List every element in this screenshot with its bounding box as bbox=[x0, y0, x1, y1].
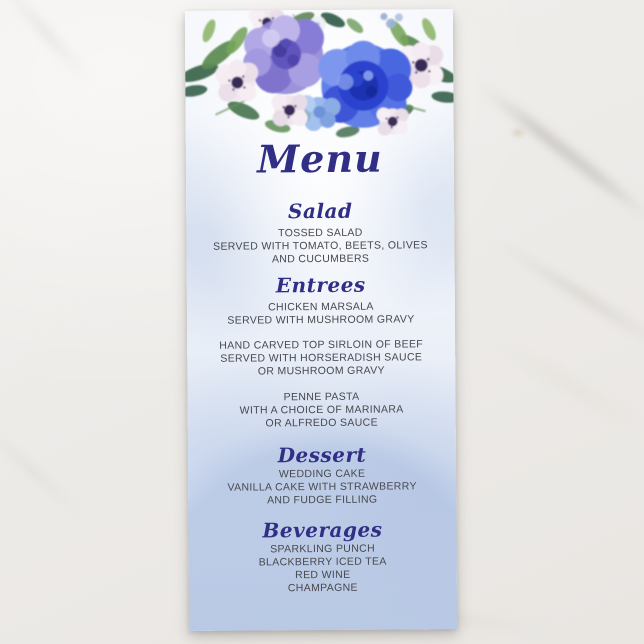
menu-line: WEDDING CAKE bbox=[278, 467, 366, 481]
menu-group-entree-1 bbox=[187, 300, 455, 328]
marble-vein bbox=[488, 335, 644, 439]
marble-vein bbox=[0, 0, 98, 90]
menu-line: HAND CARVED TOP SIRLOIN OF BEEF bbox=[219, 338, 424, 352]
anemone-bottom-left-graphic bbox=[271, 94, 307, 126]
menu-group-entree-2 bbox=[187, 338, 455, 379]
anemone-bottom-right-graphic bbox=[377, 107, 409, 135]
menu-line: TOSSED SALAD bbox=[278, 226, 363, 240]
menu-line: VANILLA CAKE WITH STRAWBERRY bbox=[227, 480, 417, 494]
menu-group-salad bbox=[186, 226, 454, 267]
marble-vein bbox=[483, 232, 644, 361]
menu-line: PENNE PASTA bbox=[283, 390, 360, 404]
menu-line: SERVED WITH HORSERADISH SAUCE bbox=[220, 351, 423, 365]
menu-line: CHAMPAGNE bbox=[287, 581, 358, 595]
menu-title: Menu bbox=[256, 135, 383, 182]
marble-vein bbox=[0, 419, 91, 525]
menu-group-entree-3 bbox=[187, 390, 455, 431]
menu-line: SERVED WITH MUSHROOM GRAVY bbox=[227, 313, 415, 327]
menu-group-dessert bbox=[188, 467, 456, 508]
menu-line: OR MUSHROOM GRAVY bbox=[257, 364, 385, 378]
menu-line: CHICKEN MARSALA bbox=[268, 300, 374, 314]
section-heading-beverages: Beverages bbox=[262, 517, 383, 543]
menu-line: OR ALFREDO SAUCE bbox=[265, 416, 378, 430]
menu-line: BLACKBERRY ICED TEA bbox=[258, 555, 387, 569]
marble-speck bbox=[510, 128, 526, 138]
menu-line: SPARKLING PUNCH bbox=[270, 542, 376, 556]
menu-line: SERVED WITH TOMATO, BEETS, OLIVES bbox=[213, 239, 428, 253]
anemone-left-graphic bbox=[215, 59, 258, 101]
section-heading-entrees: Entrees bbox=[275, 272, 366, 298]
menu-group-beverages bbox=[189, 542, 457, 596]
menu-line: AND FUDGE FILLING bbox=[267, 493, 378, 507]
menu-line: RED WINE bbox=[295, 568, 351, 582]
menu-card bbox=[185, 9, 457, 631]
floral-bouquet-graphic bbox=[185, 9, 454, 143]
menu-line: AND CUCUMBERS bbox=[271, 252, 370, 266]
menu-line: WITH A CHOICE OF MARINARA bbox=[239, 403, 404, 417]
marble-vein bbox=[473, 78, 644, 227]
section-heading-dessert: Dessert bbox=[277, 442, 367, 468]
section-heading-salad: Salad bbox=[287, 198, 353, 224]
